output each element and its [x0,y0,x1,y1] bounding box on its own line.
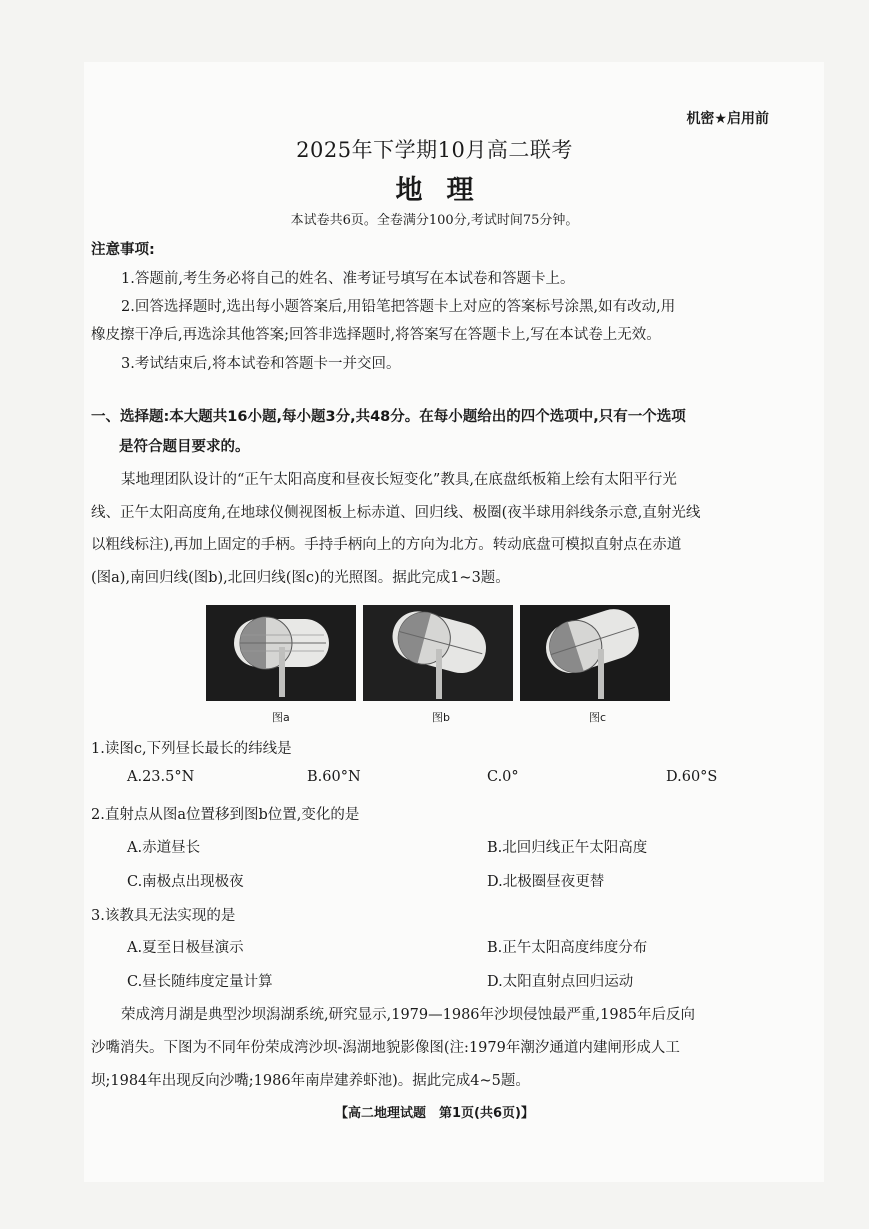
note-item: 3.考试结束后,将本试卷和答题卡一并交回。 [121,356,401,372]
exam-title: 2025年下学期10月高二联考 [296,138,573,162]
q1-option-d: D.60°S [666,769,718,785]
figure-a-caption: 图a [272,711,290,724]
passage-line: (图a),南回归线(图b),北回归线(图c)的光照图。据此完成1~3题。 [91,570,510,586]
q3-option-b: B.正午太阳高度纬度分布 [487,940,648,956]
q2-option-c: C.南极点出现极夜 [127,874,244,890]
figure-a-photo [206,605,356,701]
passage-line: 坝;1984年出现反向沙嘴;1986年南岸建养虾池)。据此完成4~5题。 [91,1073,530,1089]
passage-line: 以粗线标注),再加上固定的手柄。手持手柄向上的方向为北方。转动底盘可模拟直射点在赤道 [91,537,682,553]
passage-line: 线、正午太阳高度角,在地球仪侧视图板上标赤道、回归线、极圈(夜半球用斜线条示意,直射光线 [91,505,701,521]
question-3-stem: 3.该教具无法实现的是 [91,908,236,924]
note-item: 1.答题前,考生务必将自己的姓名、准考证号填写在本试卷和答题卡上。 [121,271,575,287]
note-item: 橡皮擦干净后,再选涂其他答案;回答非选择题时,将答案写在答题卡上,写在本试卷上无效。 [91,327,661,343]
confidential-label: 机密★启用前 [686,111,769,127]
figure-b-photo [363,605,513,701]
passage-line: 荣成湾月湖是典型沙坝潟湖系统,研究显示,1979—1986年沙坝侵蚀最严重,1985年后反向 [121,1007,696,1023]
figure-c-photo [520,605,670,701]
section-heading-cont: 是符合题目要求的。 [119,439,250,455]
q3-option-c: C.昼长随纬度定量计算 [127,974,273,990]
q3-option-d: D.太阳直射点回归运动 [487,974,634,990]
figure-b-caption: 图b [432,711,450,724]
q2-option-d: D.北极圈昼夜更替 [487,874,605,890]
q1-option-b: B.60°N [307,769,361,785]
q2-option-a: A.赤道昼长 [127,840,201,856]
notes-heading: 注意事项: [91,242,155,258]
q2-option-b: B.北回归线正午太阳高度 [487,840,648,856]
q1-option-a: A.23.5°N [127,769,195,785]
question-1-stem: 1.读图c,下列昼长最长的纬线是 [91,741,292,757]
page-footer: 【高二地理试题 第1页(共6页)】 [335,1106,534,1121]
section-heading: 一、选择题:本大题共16小题,每小题3分,共48分。在每小题给出的四个选项中,只有一个选项 [91,409,686,425]
note-item: 2.回答选择题时,选出每小题答案后,用铅笔把答题卡上对应的答案标号涂黑,如有改动,用 [121,299,676,315]
q1-option-c: C.0° [487,769,519,785]
figure-c-caption: 图c [589,711,607,724]
passage-line: 某地理团队设计的“正午太阳高度和昼夜长短变化”教具,在底盘纸板箱上绘有太阳平行光 [121,472,677,488]
subject-title: 地理 [395,175,498,206]
question-2-stem: 2.直射点从图a位置移到图b位置,变化的是 [91,807,360,823]
q3-option-a: A.夏至日极昼演示 [127,940,244,956]
exam-intro: 本试卷共6页。全卷满分100分,考试时间75分钟。 [290,213,579,228]
passage-line: 沙嘴消失。下图为不同年份荣成湾沙坝-潟湖地貌影像图(注:1979年潮汐通道内建闸形成人工 [91,1040,680,1056]
